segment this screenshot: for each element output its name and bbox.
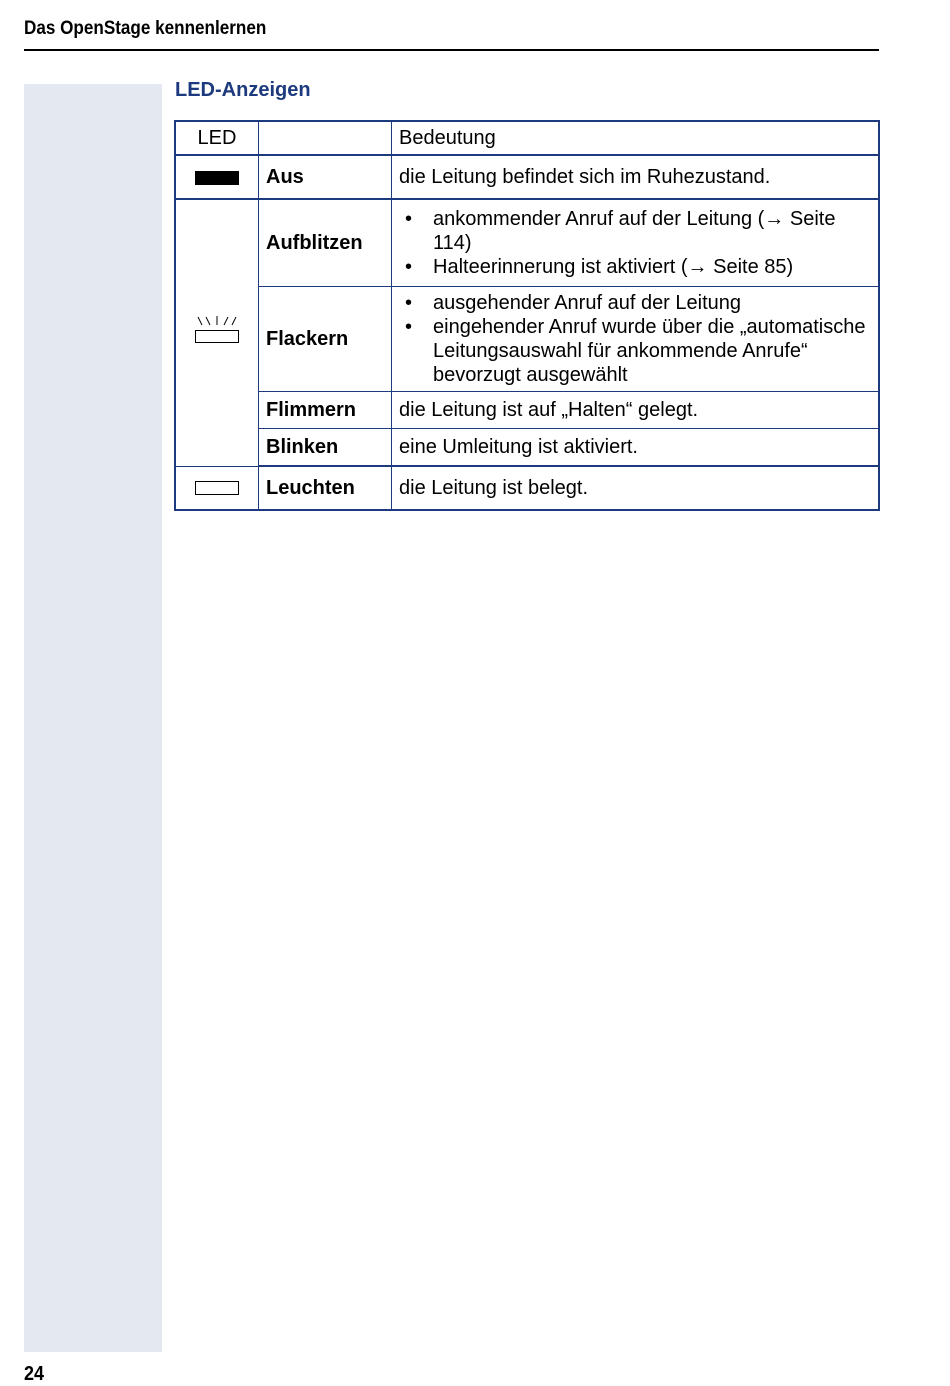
- meaning-flackern: [392, 287, 880, 392]
- margin-sidebar: [24, 84, 162, 1352]
- list-item: • ausgehender Anruf auf der Leitung: [399, 291, 871, 315]
- state-leuchten: Leuchten: [259, 466, 392, 510]
- header-led: LED: [175, 121, 259, 155]
- header-rule: [24, 49, 879, 51]
- page-number: 24: [24, 1363, 45, 1385]
- table-row: [175, 287, 879, 392]
- led-cell-on: [175, 466, 259, 510]
- state-flimmern: Flimmern: [259, 392, 392, 429]
- led-cell-off: [175, 155, 259, 199]
- table-row: [175, 155, 879, 199]
- meaning-aufblitzen: [392, 199, 880, 287]
- state-blinken: Blinken: [259, 429, 392, 467]
- header-state: [259, 121, 392, 155]
- led-cell-blinking: [175, 199, 259, 466]
- meaning-flimmern: die Leitung ist auf „Halten“ gelegt.: [392, 392, 880, 429]
- table-row: [175, 199, 879, 287]
- bullet-list: [399, 291, 871, 387]
- table-row: [175, 466, 879, 510]
- bullet-list: [399, 207, 871, 279]
- state-flackern: Flackern: [259, 287, 392, 392]
- led-on-icon: [195, 481, 239, 495]
- state-aufblitzen: Aufblitzen: [259, 199, 392, 287]
- led-blinking-icon: [193, 315, 241, 345]
- page-header: Das OpenStage kennenlernen: [24, 18, 267, 39]
- section-title: LED-Anzeigen: [175, 79, 311, 101]
- state-aus: Aus: [259, 155, 392, 199]
- list-item: • eingehender Anruf wurde über die „automatische Leitungsauswahl für ankommende Anrufe“ bevorzugt ausgewählt: [399, 315, 871, 387]
- header-meaning: Bedeutung: [392, 121, 880, 155]
- table-row: [175, 392, 879, 429]
- list-item: • Halteerinnerung ist aktiviert (→ Seite 85): [399, 255, 871, 279]
- led-table: [174, 120, 880, 511]
- table-row: [175, 429, 879, 467]
- meaning-blinken: eine Umleitung ist aktiviert.: [392, 429, 880, 467]
- meaning-leuchten: die Leitung ist belegt.: [392, 466, 880, 510]
- table-header-row: [175, 121, 879, 155]
- led-off-icon: [195, 171, 239, 185]
- list-item: • ankommender Anruf auf der Leitung (→ Seite 114): [399, 207, 871, 255]
- meaning-aus: die Leitung befindet sich im Ruhezustand.: [392, 155, 880, 199]
